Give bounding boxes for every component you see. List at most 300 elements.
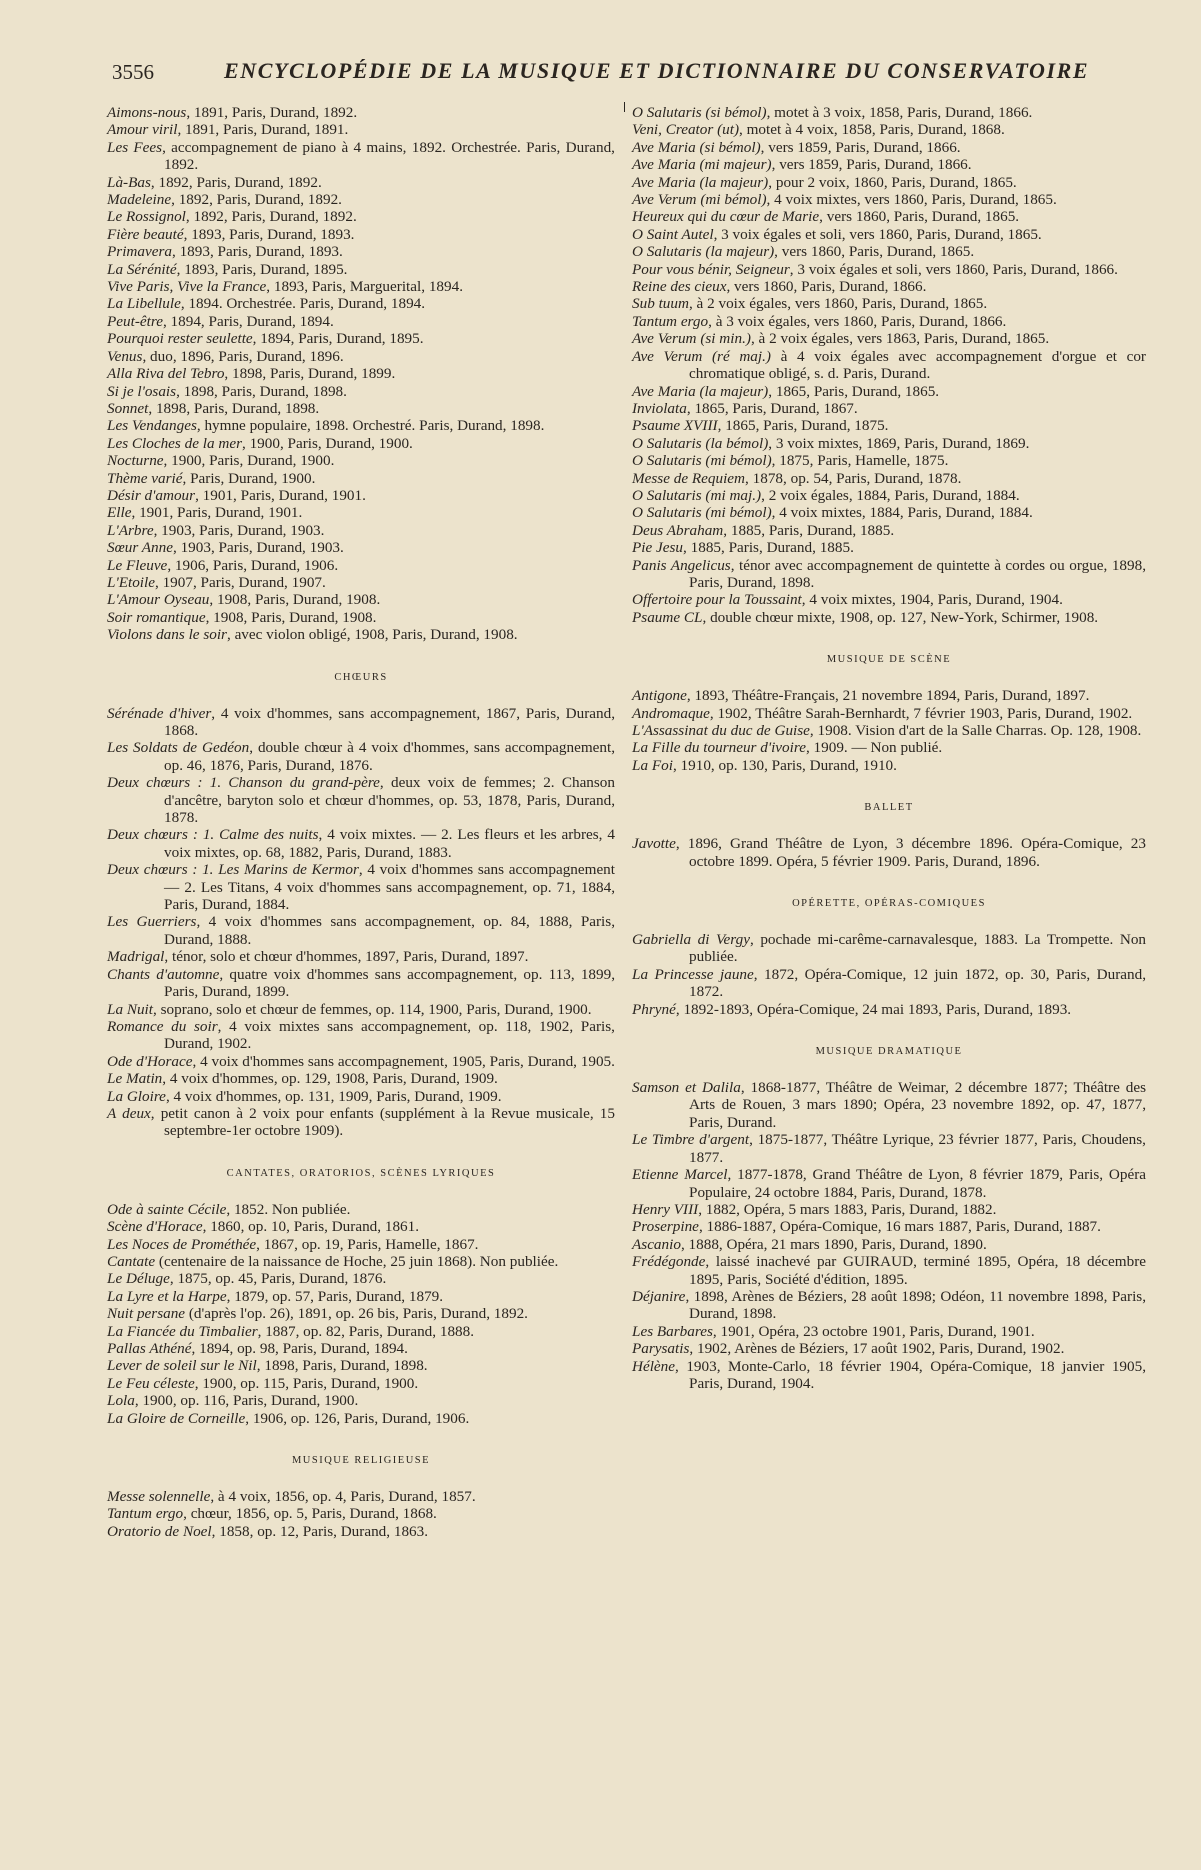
catalogue-entry	[107, 1340, 615, 1357]
work-details: , 1903, Paris, Durand, 1903.	[172, 539, 344, 557]
catalogue-entry	[632, 1166, 1146, 1201]
work-title: Antigone	[632, 687, 687, 705]
work-title: Veni, Creator (ut)	[632, 121, 740, 139]
work-details: , 1867, op. 19, Paris, Hamelle, 1867.	[256, 1235, 479, 1253]
work-title: Deux chœurs : 1. Chanson du grand-père	[107, 774, 380, 792]
left-column	[107, 104, 615, 1540]
work-details: , petit canon à 2 voix pour enfants (supplément à la Revue musicale, 15 septembre-1er octobre 1909).	[150, 1104, 615, 1140]
work-details: , 1885, Paris, Durand, 1885.	[683, 539, 854, 557]
running-title: ENCYCLOPÉDIE DE LA MUSIQUE ET DICTIONNAIRE DU CONSERVATOIRE	[224, 58, 1090, 83]
catalogue-entry	[632, 557, 1146, 592]
work-details: , duo, 1896, Paris, Durand, 1896.	[142, 347, 344, 365]
work-details: , 1893, Théâtre-Français, 21 novembre 1894, Paris, Durand, 1897.	[686, 687, 1090, 705]
work-details: , 1902, Théâtre Sarah-Bernhardt, 7 février 1903, Paris, Durand, 1902.	[709, 704, 1133, 722]
work-title: Deux chœurs : 1. Calme des nuits	[107, 826, 319, 844]
work-details: , 1886-1887, Opéra-Comique, 16 mars 1887, Paris, Durand, 1887.	[698, 1218, 1101, 1236]
work-details: , 1872, Opéra-Comique, 12 juin 1872, op. 30, Paris, Durand, 1872.	[689, 965, 1146, 1001]
catalogue-entry	[107, 1236, 615, 1253]
catalogue-entry	[632, 1288, 1146, 1323]
catalogue-entry	[632, 757, 1146, 774]
work-title: Ave Verum (si min.)	[632, 330, 751, 348]
work-title: Hélène	[632, 1357, 676, 1375]
work-title: Sonnet	[107, 399, 149, 417]
work-title: Psaume XVIII	[632, 417, 718, 435]
catalogue-entry	[107, 913, 615, 948]
work-details: , vers 1860, Paris, Durand, 1865.	[774, 243, 975, 261]
work-details: , 1898, Paris, Durand, 1898.	[256, 1357, 428, 1375]
catalogue-entry	[632, 348, 1146, 383]
work-details: , 4 voix d'hommes, op. 129, 1908, Paris, Durand, 1909.	[162, 1070, 498, 1088]
work-details: , hymne populaire, 1898. Orchestré. Paris, Durand, 1898.	[196, 417, 545, 435]
catalogue-entry	[107, 470, 615, 487]
work-details: , 1894, op. 98, Paris, Durand, 1894.	[191, 1340, 408, 1357]
work-details: , 1875-1877, Théâtre Lyrique, 23 février 1877, Paris, Choudens, 1877.	[689, 1131, 1146, 1166]
work-title: Le Matin	[107, 1070, 163, 1088]
catalogue-entry	[632, 1358, 1146, 1393]
catalogue-entry	[107, 705, 615, 740]
catalogue-entry	[107, 208, 615, 225]
work-details: , 3 voix mixtes, 1869, Paris, Durand, 1869.	[768, 434, 1030, 452]
work-title: O Salutaris (la majeur)	[632, 243, 775, 261]
work-details: , 1875, Paris, Hamelle, 1875.	[771, 452, 949, 470]
work-details: (centenaire de la naissance de Hoche, 25 juin 1868). Non publiée.	[155, 1252, 559, 1270]
work-details: , 1892, Paris, Durand, 1892.	[171, 191, 342, 209]
catalogue-entry	[107, 522, 615, 539]
catalogue-entry	[107, 104, 615, 121]
work-title: Lever de soleil sur le Nil	[107, 1357, 257, 1375]
catalogue-entry	[632, 705, 1146, 722]
work-title: Les Noces de Prométhée	[107, 1235, 257, 1253]
catalogue-entry	[632, 1079, 1146, 1131]
work-details: , laissé inachevé par GUIRAUD, terminé 1895, Opéra, 18 décembre 1895, Paris, Société d'édition, 1895.	[689, 1253, 1146, 1288]
work-title: L'Assassinat du duc de Guise	[632, 722, 810, 739]
work-title: Sérénade d'hiver	[107, 704, 212, 722]
work-details: , accompagnement de piano à 4 mains, 1892. Orchestrée. Paris, Durand, 1892.	[162, 138, 615, 174]
work-title: Gabriella di Vergy	[632, 931, 750, 949]
work-details: , double chœur à 4 voix d'hommes, sans accompagnement, op. 46, 1876, Paris, Durand, 1876.	[164, 739, 615, 774]
catalogue-entry	[632, 261, 1146, 278]
work-title: Deux chœurs : 1. Les Marins de Kermor	[107, 861, 359, 879]
work-title: Violons dans le soir	[107, 626, 227, 644]
work-title: A deux	[107, 1104, 151, 1122]
catalogue-entry	[107, 452, 615, 469]
work-details: , ténor avec accompagnement de quintette à cordes ou orgue, 1898, Paris, Durand, 1898.	[689, 556, 1146, 591]
work-details: , 1865, Paris, Durand, 1865.	[768, 382, 940, 400]
work-title: La Gloire	[107, 1087, 166, 1105]
work-title: Samson et Dalila	[632, 1079, 741, 1097]
work-details: , 4 voix d'hommes, op. 131, 1909, Paris, Durand, 1909.	[165, 1087, 502, 1105]
work-details: , 1878, op. 54, Paris, Durand, 1878.	[745, 469, 962, 487]
catalogue-entry	[107, 487, 615, 504]
catalogue-entry	[632, 1001, 1146, 1018]
work-details: , vers 1859, Paris, Durand, 1866.	[771, 156, 972, 174]
work-details: à 4 voix égales avec accompagnement d'orgue et cor chromatique obligé, s. d. Paris, Durand.	[689, 347, 1146, 383]
work-title: Là-Bas	[107, 173, 151, 191]
catalogue-entry	[107, 174, 615, 191]
catalogue-entry	[107, 1270, 615, 1287]
work-title: Andromaque	[632, 704, 710, 722]
catalogue-entry	[107, 191, 615, 208]
work-details: , 1898, Paris, Durand, 1899.	[224, 365, 396, 383]
catalogue-entry	[107, 539, 615, 556]
work-title: L'Etoile	[107, 573, 155, 591]
work-details: , 1898, Paris, Durand, 1898.	[148, 399, 320, 417]
catalogue-entry	[632, 435, 1146, 452]
work-details: , 1902, Arènes de Béziers, 17 août 1902, Paris, Durand, 1902.	[689, 1340, 1065, 1358]
work-title: Primavera	[107, 243, 172, 261]
work-title: La Gloire de Corneille	[107, 1409, 246, 1427]
work-title: Deus Abraham	[632, 521, 724, 539]
work-details: , deux voix de femmes; 2. Chanson d'ancêtre, baryton solo et chœur d'hommes, op. 53, 1878, Paris, Durand, 1878.	[164, 774, 615, 827]
catalogue-entry	[107, 1053, 615, 1070]
work-details: , chœur, 1856, op. 5, Paris, Durand, 1868.	[183, 1505, 437, 1523]
catalogue-entry	[107, 504, 615, 521]
column-divider	[624, 102, 625, 112]
work-title: Pallas Athéné	[107, 1340, 192, 1357]
catalogue-entry	[632, 1340, 1146, 1357]
work-details: , à 2 voix égales, vers 1860, Paris, Durand, 1865.	[688, 295, 988, 313]
work-details: , motet à 4 voix, 1858, Paris, Durand, 1868.	[739, 121, 1005, 139]
work-title: Madeleine	[107, 191, 172, 209]
work-title: Pie Jesu	[632, 539, 684, 557]
work-title: Ave Verum (ré maj.)	[632, 347, 771, 365]
catalogue-entry	[107, 1253, 615, 1270]
work-title: Vive Paris, Vive la France	[107, 278, 267, 296]
work-details: , 1900, op. 116, Paris, Durand, 1900.	[134, 1392, 359, 1410]
work-title: Si je l'osais	[107, 382, 177, 400]
work-details: , 1868-1877, Théâtre de Weimar, 2 décembre 1877; Théâtre des Arts de Rouen, 3 mars 1890; Opéra, 23 novembre 1892, op. 47, 1877, Paris, Durand.	[689, 1079, 1146, 1131]
section-heading: MUSIQUE DRAMATIQUE	[815, 1046, 963, 1058]
catalogue-entry	[632, 470, 1146, 487]
work-title: Les Vendanges	[107, 417, 197, 435]
catalogue-entry	[632, 226, 1146, 243]
work-details: , 1894, Paris, Durand, 1895.	[252, 330, 424, 348]
catalogue-entry	[107, 1088, 615, 1105]
work-title: Sub tuum	[632, 295, 689, 313]
catalogue-entry	[107, 295, 615, 312]
work-details: , vers 1860, Paris, Durand, 1866.	[726, 278, 927, 296]
work-details: , 1910, op. 130, Paris, Durand, 1910.	[672, 756, 897, 774]
catalogue-entry	[632, 330, 1146, 347]
work-details: , 1909. — Non publié.	[805, 739, 943, 757]
section-heading: CHŒURS	[334, 671, 388, 683]
work-details: , 4 voix d'hommes, sans accompagnement, 1867, Paris, Durand, 1868.	[164, 704, 616, 739]
work-title: Psaume CL	[632, 608, 703, 626]
section-heading: MUSIQUE DE SCÈNE	[826, 654, 952, 666]
work-details: , 1893, Paris, Marguerital, 1894.	[266, 278, 463, 296]
catalogue-entry	[632, 739, 1146, 756]
catalogue-entry	[632, 139, 1146, 156]
work-title: Pourquoi rester seulette	[107, 330, 253, 348]
catalogue-entry	[632, 1201, 1146, 1218]
work-title: Ode à sainte Cécile	[107, 1200, 227, 1218]
work-details: , 1898, Paris, Durand, 1898.	[176, 382, 347, 400]
work-title: Aimons-nous	[107, 104, 187, 121]
work-details: , 4 voix mixtes. — 2. Les fleurs et les arbres, 4 voix mixtes, op. 68, 1882, Paris, Durand, 1883.	[164, 826, 615, 861]
catalogue-entry	[632, 1236, 1146, 1253]
work-title: La Fille du tourneur d'ivoire	[632, 739, 806, 757]
catalogue-entry	[107, 121, 615, 138]
work-details: , 1893, Paris, Durand, 1893.	[171, 243, 343, 261]
catalogue-entry	[107, 1218, 615, 1235]
work-details: , 1894, Paris, Durand, 1894.	[162, 312, 334, 330]
work-title: Le Feu céleste	[107, 1374, 195, 1392]
work-title: La Sérénité	[107, 260, 177, 278]
work-details: , quatre voix d'hommes sans accompagnement, op. 113, 1899, Paris, Durand, 1899.	[164, 965, 615, 1001]
work-title: Ave Maria (si bémol)	[632, 138, 761, 156]
catalogue-entry	[107, 557, 615, 574]
work-title: O Salutaris (la bémol)	[632, 434, 769, 452]
work-title: Nuit persane	[107, 1305, 186, 1323]
work-details: , 1893, Paris, Durand, 1893.	[183, 225, 355, 243]
work-title: Thème varié	[107, 469, 183, 487]
work-title: La Libellule	[107, 295, 181, 313]
catalogue-entry	[632, 931, 1146, 966]
catalogue-entry	[632, 522, 1146, 539]
section-heading: MUSIQUE RELIGIEUSE	[291, 1455, 431, 1467]
work-details: , 1903, Paris, Durand, 1903.	[153, 521, 325, 539]
work-title: Chants d'automne	[107, 965, 220, 983]
work-title: Déjanire	[632, 1287, 686, 1305]
work-details: , Paris, Durand, 1900.	[182, 469, 316, 487]
catalogue-entry	[107, 966, 615, 1001]
work-details: , motet à 3 voix, 1858, Paris, Durand, 1866.	[766, 104, 1033, 121]
catalogue-entry	[632, 1218, 1146, 1235]
work-details: , pochade mi-carême-carnavalesque, 1883. La Trompette. Non publiée.	[689, 931, 1147, 966]
work-details: , 1892, Paris, Durand, 1892.	[150, 173, 322, 191]
work-details: , 1908, Paris, Durand, 1908.	[209, 591, 381, 609]
work-title: L'Arbre	[107, 521, 154, 539]
catalogue-entry	[107, 1392, 615, 1409]
catalogue-entry	[632, 104, 1146, 121]
work-title: Lola	[107, 1392, 135, 1410]
catalogue-entry	[107, 365, 615, 382]
catalogue-entry	[107, 348, 615, 365]
section-heading: OPÉRETTE, OPÉRAS-COMIQUES	[792, 898, 986, 910]
work-title: Romance du soir	[107, 1017, 218, 1035]
work-title: Venus	[107, 347, 143, 365]
catalogue-entry	[107, 278, 615, 295]
page-header	[112, 58, 1090, 88]
work-details: , 1900, Paris, Durand, 1900.	[163, 452, 335, 470]
work-details: , 1896, Grand Théâtre de Lyon, 3 décembre 1896. Opéra-Comique, 23 octobre 1899. Opéra, 5 février 1909. Paris, Durand, 1896.	[675, 835, 1146, 870]
catalogue-entry	[107, 1070, 615, 1087]
work-title: Fière beauté	[107, 225, 184, 243]
section-heading: BALLET	[864, 802, 914, 814]
work-title: Frédégonde	[632, 1253, 706, 1271]
catalogue-entry	[107, 1357, 615, 1374]
work-title: Ode d'Horace	[107, 1052, 193, 1070]
work-title: Le Fleuve	[107, 556, 168, 574]
catalogue-entry	[107, 243, 615, 260]
catalogue-entry	[632, 383, 1146, 400]
work-details: , 1860, op. 10, Paris, Durand, 1861.	[202, 1218, 420, 1236]
work-details: , 1891, Paris, Durand, 1892.	[186, 104, 358, 121]
work-title: Oratorio de Noel	[107, 1522, 212, 1540]
work-title: Tantum ergo	[632, 312, 709, 330]
catalogue-entry	[632, 243, 1146, 260]
work-details: , 4 voix mixtes, vers 1860, Paris, Durand, 1865.	[766, 191, 1057, 209]
work-title: La Fiancée du Timbalier	[107, 1322, 258, 1340]
catalogue-entry	[107, 1323, 615, 1340]
work-details: , à 4 voix, 1856, op. 4, Paris, Durand, 1857.	[210, 1488, 476, 1506]
work-title: La Lyre et la Harpe	[107, 1287, 227, 1305]
work-title: Les Guerriers	[107, 913, 197, 931]
catalogue-entry	[107, 626, 615, 643]
work-details: , 1901, Opéra, 23 octobre 1901, Paris, Durand, 1901.	[712, 1322, 1035, 1340]
work-details: , 2 voix égales, 1884, Paris, Durand, 1884.	[761, 486, 1020, 504]
work-title: Ave Maria (la majeur)	[632, 173, 769, 191]
work-details: , vers 1859, Paris, Durand, 1866.	[760, 138, 961, 156]
work-details: , soprano, solo et chœur de femmes, op. 114, 1900, Paris, Durand, 1900.	[153, 1000, 592, 1018]
work-details: , 1907, Paris, Durand, 1907.	[154, 573, 326, 591]
work-details: , pour 2 voix, 1860, Paris, Durand, 1865.	[768, 173, 1017, 191]
catalogue-entry	[107, 400, 615, 417]
work-title: Panis Angelicus	[632, 556, 731, 574]
work-details: , 1892, Paris, Durand, 1892.	[185, 208, 357, 226]
work-title: Le Rossignol	[107, 208, 186, 226]
catalogue-entry	[107, 826, 615, 861]
catalogue-entry	[632, 156, 1146, 173]
work-details: , 1852. Non publiée.	[226, 1200, 351, 1218]
work-title: La Foi	[632, 756, 673, 774]
work-title: Les Cloches de la mer	[107, 434, 242, 452]
catalogue-entry	[107, 774, 615, 826]
work-details: , 1877-1878, Grand Théâtre de Lyon, 8 février 1879, Paris, Opéra Populaire, 24 octobre 1884, Paris, Durand, 1878.	[689, 1166, 1146, 1201]
catalogue-entry	[107, 948, 615, 965]
work-details: , 3 voix égales et soli, vers 1860, Paris, Durand, 1865.	[713, 225, 1042, 243]
catalogue-entry	[107, 1305, 615, 1322]
catalogue-entry	[107, 330, 615, 347]
work-title: Ascanio	[632, 1235, 681, 1253]
catalogue-entry	[107, 313, 615, 330]
work-details: , à 3 voix égales, vers 1860, Paris, Durand, 1866.	[708, 312, 1007, 330]
work-title: O Saint Autel	[632, 225, 714, 243]
work-title: O Salutaris (mi bémol)	[632, 452, 772, 470]
work-title: Alla Riva del Tebro	[107, 365, 225, 383]
catalogue-entry	[632, 966, 1146, 1001]
work-title: Phryné	[632, 1000, 676, 1018]
work-details: , 4 voix mixtes, 1884, Paris, Durand, 1884.	[771, 504, 1033, 522]
work-details: , 1908. Vision d'art de la Salle Charras. Op. 128, 1908.	[809, 722, 1142, 739]
work-details: , 1892-1893, Opéra-Comique, 24 mai 1893, Paris, Durand, 1893.	[675, 1000, 1072, 1018]
catalogue-entry	[107, 1523, 615, 1540]
work-title: O Salutaris (mi maj.)	[632, 486, 762, 504]
work-details: (d'après l'op. 26), 1891, op. 26 bis, Paris, Durand, 1892.	[185, 1305, 528, 1323]
catalogue-entry	[107, 1001, 615, 1018]
work-details: , double chœur mixte, 1908, op. 127, New-York, Schirmer, 1908.	[702, 608, 1099, 626]
work-title: Le Déluge	[107, 1270, 170, 1288]
work-title: La Nuit	[107, 1000, 154, 1018]
catalogue-entry	[632, 539, 1146, 556]
catalogue-entry	[107, 383, 615, 400]
catalogue-entry	[107, 226, 615, 243]
catalogue-entry	[632, 609, 1146, 626]
catalogue-entry	[632, 313, 1146, 330]
work-title: Désir d'amour	[107, 486, 196, 504]
section-heading: CANTATES, ORATORIOS, SCÈNES LYRIQUES	[226, 1167, 496, 1179]
work-details: , 1887, op. 82, Paris, Durand, 1888.	[257, 1322, 475, 1340]
work-details: , 3 voix égales et soli, vers 1860, Paris, Durand, 1866.	[789, 260, 1118, 278]
work-details: , 1888, Opéra, 21 mars 1890, Paris, Durand, 1890.	[680, 1235, 987, 1253]
work-title: Pour vous bénir, Seigneur	[632, 260, 790, 278]
catalogue-entry	[107, 417, 615, 434]
catalogue-entry	[107, 261, 615, 278]
work-title: Scène d'Horace	[107, 1218, 203, 1236]
work-details: , 1891, Paris, Durand, 1891.	[177, 121, 349, 139]
catalogue-entry	[107, 1288, 615, 1305]
work-details: , à 2 voix égales, vers 1863, Paris, Durand, 1865.	[750, 330, 1050, 348]
work-title: O Salutaris (si bémol)	[632, 104, 767, 121]
catalogue-entry	[107, 1018, 615, 1053]
work-title: Sœur Anne	[107, 539, 173, 557]
work-details: , avec violon obligé, 1908, Paris, Durand, 1908.	[226, 626, 518, 644]
work-details: , ténor, solo et chœur d'hommes, 1897, Paris, Durand, 1897.	[164, 948, 529, 966]
work-title: Proserpine	[632, 1218, 699, 1236]
work-details: , 1898, Arènes de Béziers, 28 août 1898; Odéon, 11 novembre 1898, Paris, Durand, 1898.	[685, 1287, 1146, 1323]
catalogue-entry	[107, 1488, 615, 1505]
catalogue-entry	[632, 295, 1146, 312]
work-title: Henry VIII	[632, 1200, 699, 1218]
work-details: , 1903, Monte-Carlo, 18 février 1904, Opéra-Comique, 18 janvier 1905, Paris, Durand, 1904.	[675, 1357, 1146, 1392]
work-title: Cantate	[107, 1252, 156, 1270]
work-details: , 4 voix d'hommes sans accompagnement, 1905, Paris, Durand, 1905.	[192, 1052, 615, 1070]
work-title: Les Fees	[107, 138, 163, 156]
work-details: , 1858, op. 12, Paris, Durand, 1863.	[211, 1522, 429, 1540]
work-details: , 4 voix mixtes, 1904, Paris, Durand, 1904.	[801, 591, 1063, 609]
work-details: , 1901, Paris, Durand, 1901.	[131, 504, 303, 522]
catalogue-entry	[632, 278, 1146, 295]
work-title: Le Timbre d'argent	[632, 1131, 750, 1149]
work-title: Messe de Requiem	[632, 469, 746, 487]
catalogue-entry	[632, 452, 1146, 469]
catalogue-entry	[107, 1375, 615, 1392]
catalogue-entry	[107, 1201, 615, 1218]
catalogue-entry	[632, 417, 1146, 434]
catalogue-entry	[107, 739, 615, 774]
work-title: Heureux qui du cœur de Marie	[632, 208, 820, 226]
catalogue-entry	[107, 1105, 615, 1140]
work-title: L'Amour Oyseau	[107, 591, 210, 609]
work-details: , 1882, Opéra, 5 mars 1883, Paris, Durand, 1882.	[698, 1200, 997, 1218]
catalogue-entry	[107, 609, 615, 626]
work-title: Madrigal	[107, 948, 165, 966]
work-details: , 1900, Paris, Durand, 1900.	[241, 434, 413, 452]
work-details: , 1893, Paris, Durand, 1895.	[176, 260, 348, 278]
work-details: , 1901, Paris, Durand, 1901.	[195, 486, 366, 504]
catalogue-entry	[632, 400, 1146, 417]
work-details: , 1900, op. 115, Paris, Durand, 1900.	[194, 1374, 419, 1392]
catalogue-entry	[632, 722, 1146, 739]
work-title: Offertoire pour la Toussaint	[632, 591, 802, 609]
catalogue-entry	[107, 591, 615, 608]
work-details: , vers 1860, Paris, Durand, 1865.	[819, 208, 1020, 226]
catalogue-entry	[107, 861, 615, 913]
work-title: Elle	[107, 504, 132, 522]
catalogue-entry	[632, 1131, 1146, 1166]
work-title: Soir romantique	[107, 608, 206, 626]
catalogue-entry	[107, 574, 615, 591]
work-title: Javotte	[632, 835, 676, 853]
work-title: Ave Verum (mi bémol)	[632, 191, 767, 209]
catalogue-entry	[632, 504, 1146, 521]
catalogue-entry	[632, 191, 1146, 208]
work-title: Ave Maria (la majeur)	[632, 382, 769, 400]
catalogue-entry	[632, 1323, 1146, 1340]
work-title: Nocturne	[107, 452, 164, 470]
work-details: , 1865, Paris, Durand, 1867.	[686, 399, 858, 417]
work-title: Les Soldats de Gedéon	[107, 739, 250, 757]
